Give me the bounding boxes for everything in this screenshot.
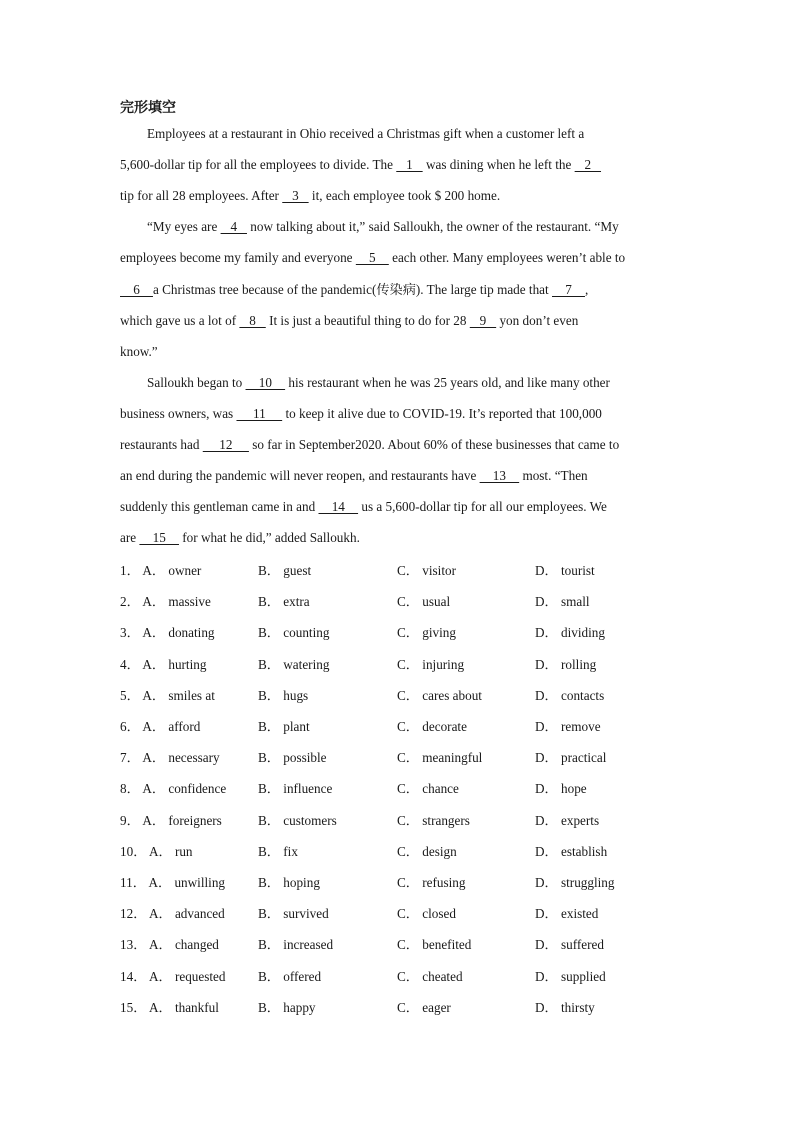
passage-text: restaurants had bbox=[120, 437, 203, 452]
option-a: 12． A． advanced bbox=[120, 906, 225, 922]
blank: 12 bbox=[202, 437, 249, 452]
section-heading: 完形填空 bbox=[120, 100, 176, 116]
passage-line bbox=[147, 125, 584, 143]
option-d: D． experts bbox=[535, 812, 600, 828]
option-d: D． small bbox=[535, 594, 590, 610]
option-a: 7． A． necessary bbox=[120, 750, 220, 766]
option-a: 15． A． thankful bbox=[120, 999, 219, 1015]
passage-line bbox=[120, 436, 619, 454]
blank: 7 bbox=[552, 281, 585, 297]
passage-line bbox=[147, 218, 619, 236]
option-b: B． influence bbox=[258, 781, 333, 797]
option-a: 9． A． foreigners bbox=[120, 812, 222, 828]
option-a: 2． A． massive bbox=[120, 594, 211, 610]
option-d: D． dividing bbox=[535, 625, 605, 641]
option-d: D． thirsty bbox=[535, 999, 595, 1015]
option-d: D． existed bbox=[535, 906, 599, 922]
option-c: C． cares about bbox=[397, 687, 482, 703]
blank: 15 bbox=[139, 530, 179, 546]
passage-text: “My eyes are bbox=[147, 219, 221, 235]
passage-line bbox=[120, 187, 500, 205]
option-b: B． guest bbox=[258, 563, 312, 578]
option-b: B． happy bbox=[258, 999, 316, 1015]
blank: 2 bbox=[574, 157, 602, 173]
option-b: B． extra bbox=[258, 594, 310, 610]
option-b: B． hugs bbox=[258, 687, 309, 703]
option-d: D． establish bbox=[535, 843, 608, 859]
option-a: 3． A． donating bbox=[120, 625, 215, 641]
option-a: 4． A． hurting bbox=[120, 656, 207, 672]
option-c: C． injuring bbox=[397, 656, 465, 672]
blank: 1 bbox=[396, 157, 423, 173]
option-c: C． meaningful bbox=[397, 750, 483, 766]
option-c: C． chance bbox=[397, 781, 459, 797]
option-a: 14． A． requested bbox=[120, 968, 226, 984]
option-a: 11． A． unwilling bbox=[120, 875, 226, 890]
blank: 5 bbox=[355, 250, 389, 266]
passage-text: was dining when he left the bbox=[422, 157, 575, 173]
blank: 13 bbox=[479, 468, 520, 484]
option-b: B． hoping bbox=[258, 875, 320, 890]
passage-line bbox=[120, 281, 588, 299]
passage-text: his restaurant when he was 25 years old, and like many other bbox=[285, 374, 610, 390]
passage-text: to keep it alive due to COVID-19. It’s reported that 100,000 bbox=[282, 405, 602, 421]
option-b: B． possible bbox=[258, 750, 327, 766]
option-b: B． customers bbox=[258, 812, 337, 828]
passage-line bbox=[120, 312, 578, 330]
option-b: B． increased bbox=[258, 937, 334, 953]
option-d: D． contacts bbox=[535, 687, 605, 703]
passage-text: now talking about it,” said Salloukh, the owner of the restaurant. “My bbox=[246, 219, 619, 235]
passage-text: Salloukh began to bbox=[147, 374, 246, 390]
passage-line bbox=[120, 343, 158, 361]
option-a: 8． A． confidence bbox=[120, 781, 227, 797]
blank: 6 bbox=[120, 281, 153, 297]
passage-text: which gave us a lot of bbox=[120, 312, 240, 328]
passage-text: yon don’t even bbox=[496, 312, 579, 328]
option-d: D． struggling bbox=[535, 875, 615, 890]
passage-text: are bbox=[120, 530, 140, 546]
option-d: D． suffered bbox=[535, 937, 604, 953]
option-c: C． usual bbox=[397, 594, 451, 610]
passage-text: business owners, was bbox=[120, 405, 237, 421]
blank: 14 bbox=[318, 499, 359, 515]
passage-text: each other. Many employees weren’t able to bbox=[388, 250, 626, 266]
option-c: C． refusing bbox=[397, 875, 466, 890]
passage-text: tip for all 28 employees. After bbox=[120, 188, 283, 204]
passage-line bbox=[120, 529, 360, 547]
option-a: 1． A． owner bbox=[120, 563, 202, 578]
option-a: 5． A． smiles at bbox=[120, 687, 215, 703]
passage-text: employees become my family and everyone bbox=[120, 250, 356, 266]
passage-text: , bbox=[584, 281, 589, 297]
option-b: B． counting bbox=[258, 625, 330, 641]
option-b: B． fix bbox=[258, 843, 298, 859]
option-b: B． survived bbox=[258, 906, 329, 922]
passage-text: for what he did,” added Salloukh. bbox=[178, 530, 360, 546]
option-d: D． rolling bbox=[535, 656, 597, 672]
blank: 8 bbox=[239, 312, 266, 328]
blank: 3 bbox=[282, 188, 309, 204]
blank: 11 bbox=[236, 405, 283, 421]
passage-text: so far in September2020. About 60% of these businesses that came to bbox=[248, 437, 620, 452]
option-c: C． decorate bbox=[397, 719, 467, 734]
option-c: C． benefited bbox=[397, 937, 472, 953]
passage-line bbox=[120, 156, 601, 174]
passage-text: us a 5,600-dollar tip for all our employees. We bbox=[358, 499, 607, 515]
option-a: 13． A． changed bbox=[120, 937, 219, 953]
option-d: D． supplied bbox=[535, 968, 606, 984]
passage-line bbox=[120, 405, 602, 423]
option-d: D． tourist bbox=[535, 563, 595, 578]
option-c: C． closed bbox=[397, 906, 456, 922]
option-c: C． cheated bbox=[397, 968, 463, 984]
passage-line bbox=[120, 467, 588, 485]
option-b: B． watering bbox=[258, 656, 330, 672]
passage-text: suddenly this gentleman came in and bbox=[120, 499, 319, 515]
option-c: C． giving bbox=[397, 625, 456, 641]
passage-text: Employees at a restaurant in Ohio received a Christmas gift when a customer left a bbox=[147, 126, 585, 141]
passage-text: most. “Then bbox=[519, 468, 588, 484]
option-a: 6． A． afford bbox=[120, 719, 201, 734]
blank: 9 bbox=[469, 312, 497, 328]
option-d: D． hope bbox=[535, 781, 587, 797]
passage-line bbox=[120, 498, 607, 516]
option-d: D． practical bbox=[535, 750, 607, 766]
passage-text: it, each employee took $ 200 home. bbox=[308, 188, 501, 204]
option-c: C． design bbox=[397, 843, 457, 859]
passage-text: It is just a beautiful thing to do for 28 bbox=[265, 312, 470, 328]
option-c: C． strangers bbox=[397, 812, 470, 828]
blank: 10 bbox=[245, 374, 286, 390]
blank: 4 bbox=[220, 219, 247, 235]
option-a: 10． A． run bbox=[120, 843, 193, 859]
passage-line bbox=[147, 374, 610, 392]
passage-text: an end during the pandemic will never reopen, and restaurants have bbox=[120, 468, 480, 484]
option-c: C． visitor bbox=[397, 563, 456, 578]
option-b: B． offered bbox=[258, 968, 322, 984]
option-c: C． eager bbox=[397, 999, 451, 1015]
passage-line bbox=[120, 249, 625, 267]
passage-text: know.” bbox=[120, 343, 158, 359]
passage-text: a Christmas tree because of the pandemic(传染病). The large tip made that bbox=[152, 281, 552, 297]
option-d: D． remove bbox=[535, 719, 601, 734]
passage-text: 5,600-dollar tip for all the employees to divide. The bbox=[120, 157, 397, 173]
option-b: B． plant bbox=[258, 719, 310, 734]
